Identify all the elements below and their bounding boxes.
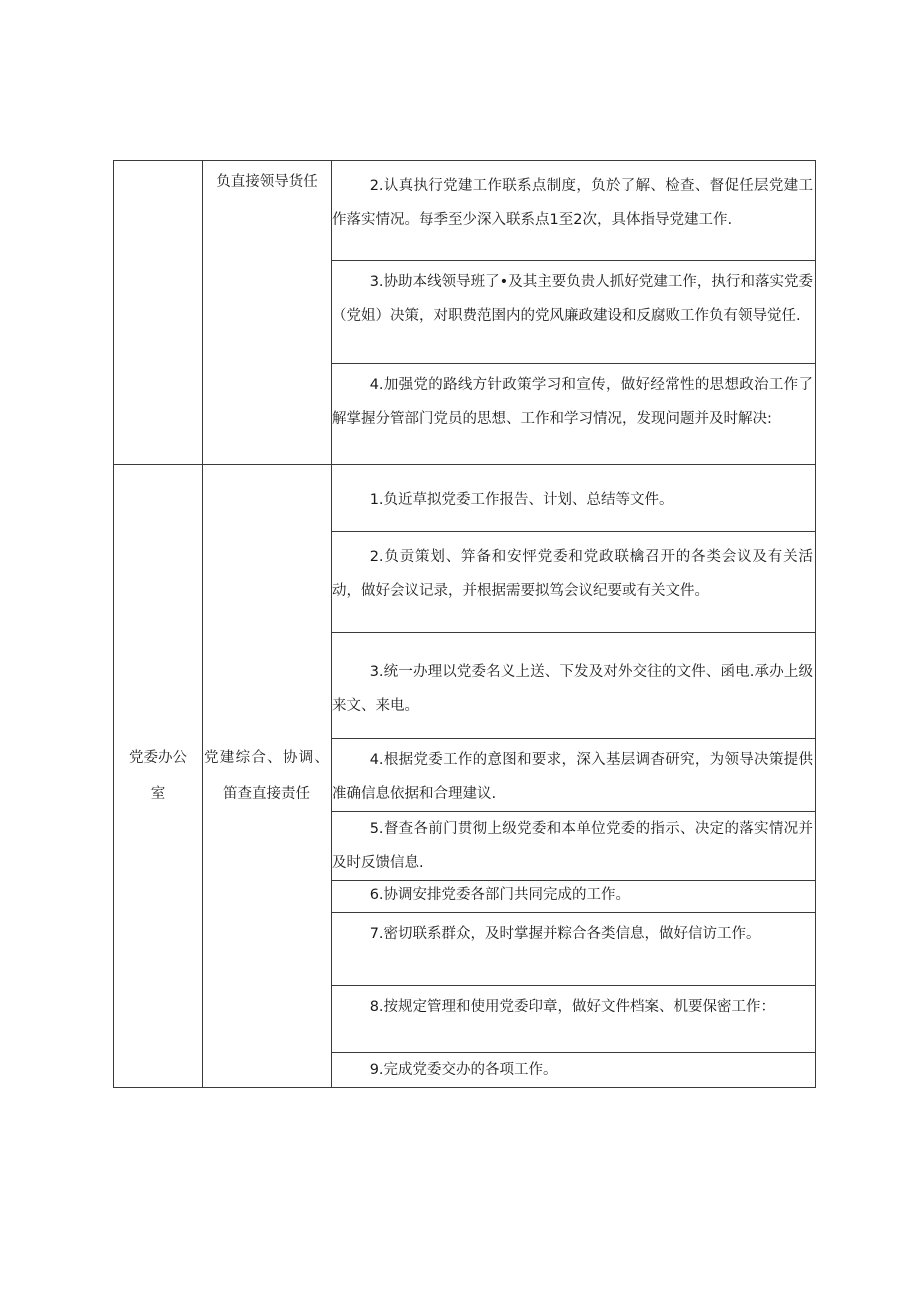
task-cell	[332, 261, 816, 364]
task-text: 2.负贡策划、笄备和安怦党委和党政联檎召开的各类会议及有关活动，做好会议记录，并根据需要拟笃会议纪要或有关文件。	[332, 549, 813, 599]
task-text: 2.认真执行党建工作联系点制度，负於了解、检查、督促任层党建工作落实情况。每季至少深入联系点1至2次，具体指导党建工作.	[332, 178, 813, 228]
task-text: 5.督查各前门贯彻上级党委和本单位党委的指示、决定的落实情况并及时反馈信息.	[332, 821, 813, 871]
task-cell	[332, 881, 816, 913]
responsibility-label: 党建综合、协调、笛查直接责任	[204, 750, 329, 802]
task-cell	[332, 465, 816, 532]
task-cell	[332, 161, 816, 261]
task-text: 4.加强党的路线方针政策学习和宣传，做好经常性的思想政治工作了解掌握分管部门党员的思想、工作和学习情况，发现问题并及时解决:	[332, 377, 813, 427]
task-text: 7.密切联系群众，及时掌握并粽合各类信息，做好信访工作。	[369, 926, 761, 942]
department-cell	[114, 465, 203, 1088]
task-text: 6.协调安排党委各部门共同完成的工作。	[369, 887, 631, 903]
responsibility-table	[113, 160, 816, 1088]
task-cell	[332, 364, 816, 465]
task-cell	[332, 1053, 816, 1088]
department-cell	[114, 161, 203, 465]
table-row	[114, 465, 816, 532]
task-text: 1.负近草拟党委工作报告、计划、总结等文件。	[369, 492, 674, 508]
task-cell	[332, 986, 816, 1053]
task-cell	[332, 739, 816, 812]
task-text: 9.完成党委交办的各项工作。	[369, 1062, 558, 1078]
task-text: 8.按规定管理和使用党委印章，做好文件档案、机要保密工作：	[369, 999, 776, 1015]
task-text: 3.协助本线领导班了•及其主要负贵人抓好党建工作，执行和落实党委（党姐）决策，对职费范圉内的党风廉政建设和反腐败工作负有领导觉任.	[332, 274, 813, 324]
table-row	[114, 161, 816, 261]
task-cell	[332, 812, 816, 881]
task-text: 3.统一办理以党委名义上送、下发及对外交往的文件、函电.承办上级来文、来电。	[332, 664, 813, 714]
responsibility-cell	[203, 161, 332, 465]
responsibility-cell	[203, 465, 332, 1088]
task-cell	[332, 633, 816, 739]
task-text: 4.根据党委工作的意图和要求，深入基层调杳研究，为领导决策提供准确信息依据和合理建议.	[332, 752, 813, 802]
task-cell	[332, 532, 816, 633]
department-label: 党委办公室	[129, 750, 187, 802]
task-cell	[332, 913, 816, 986]
responsibility-label: 负直接领导货任	[216, 174, 318, 190]
